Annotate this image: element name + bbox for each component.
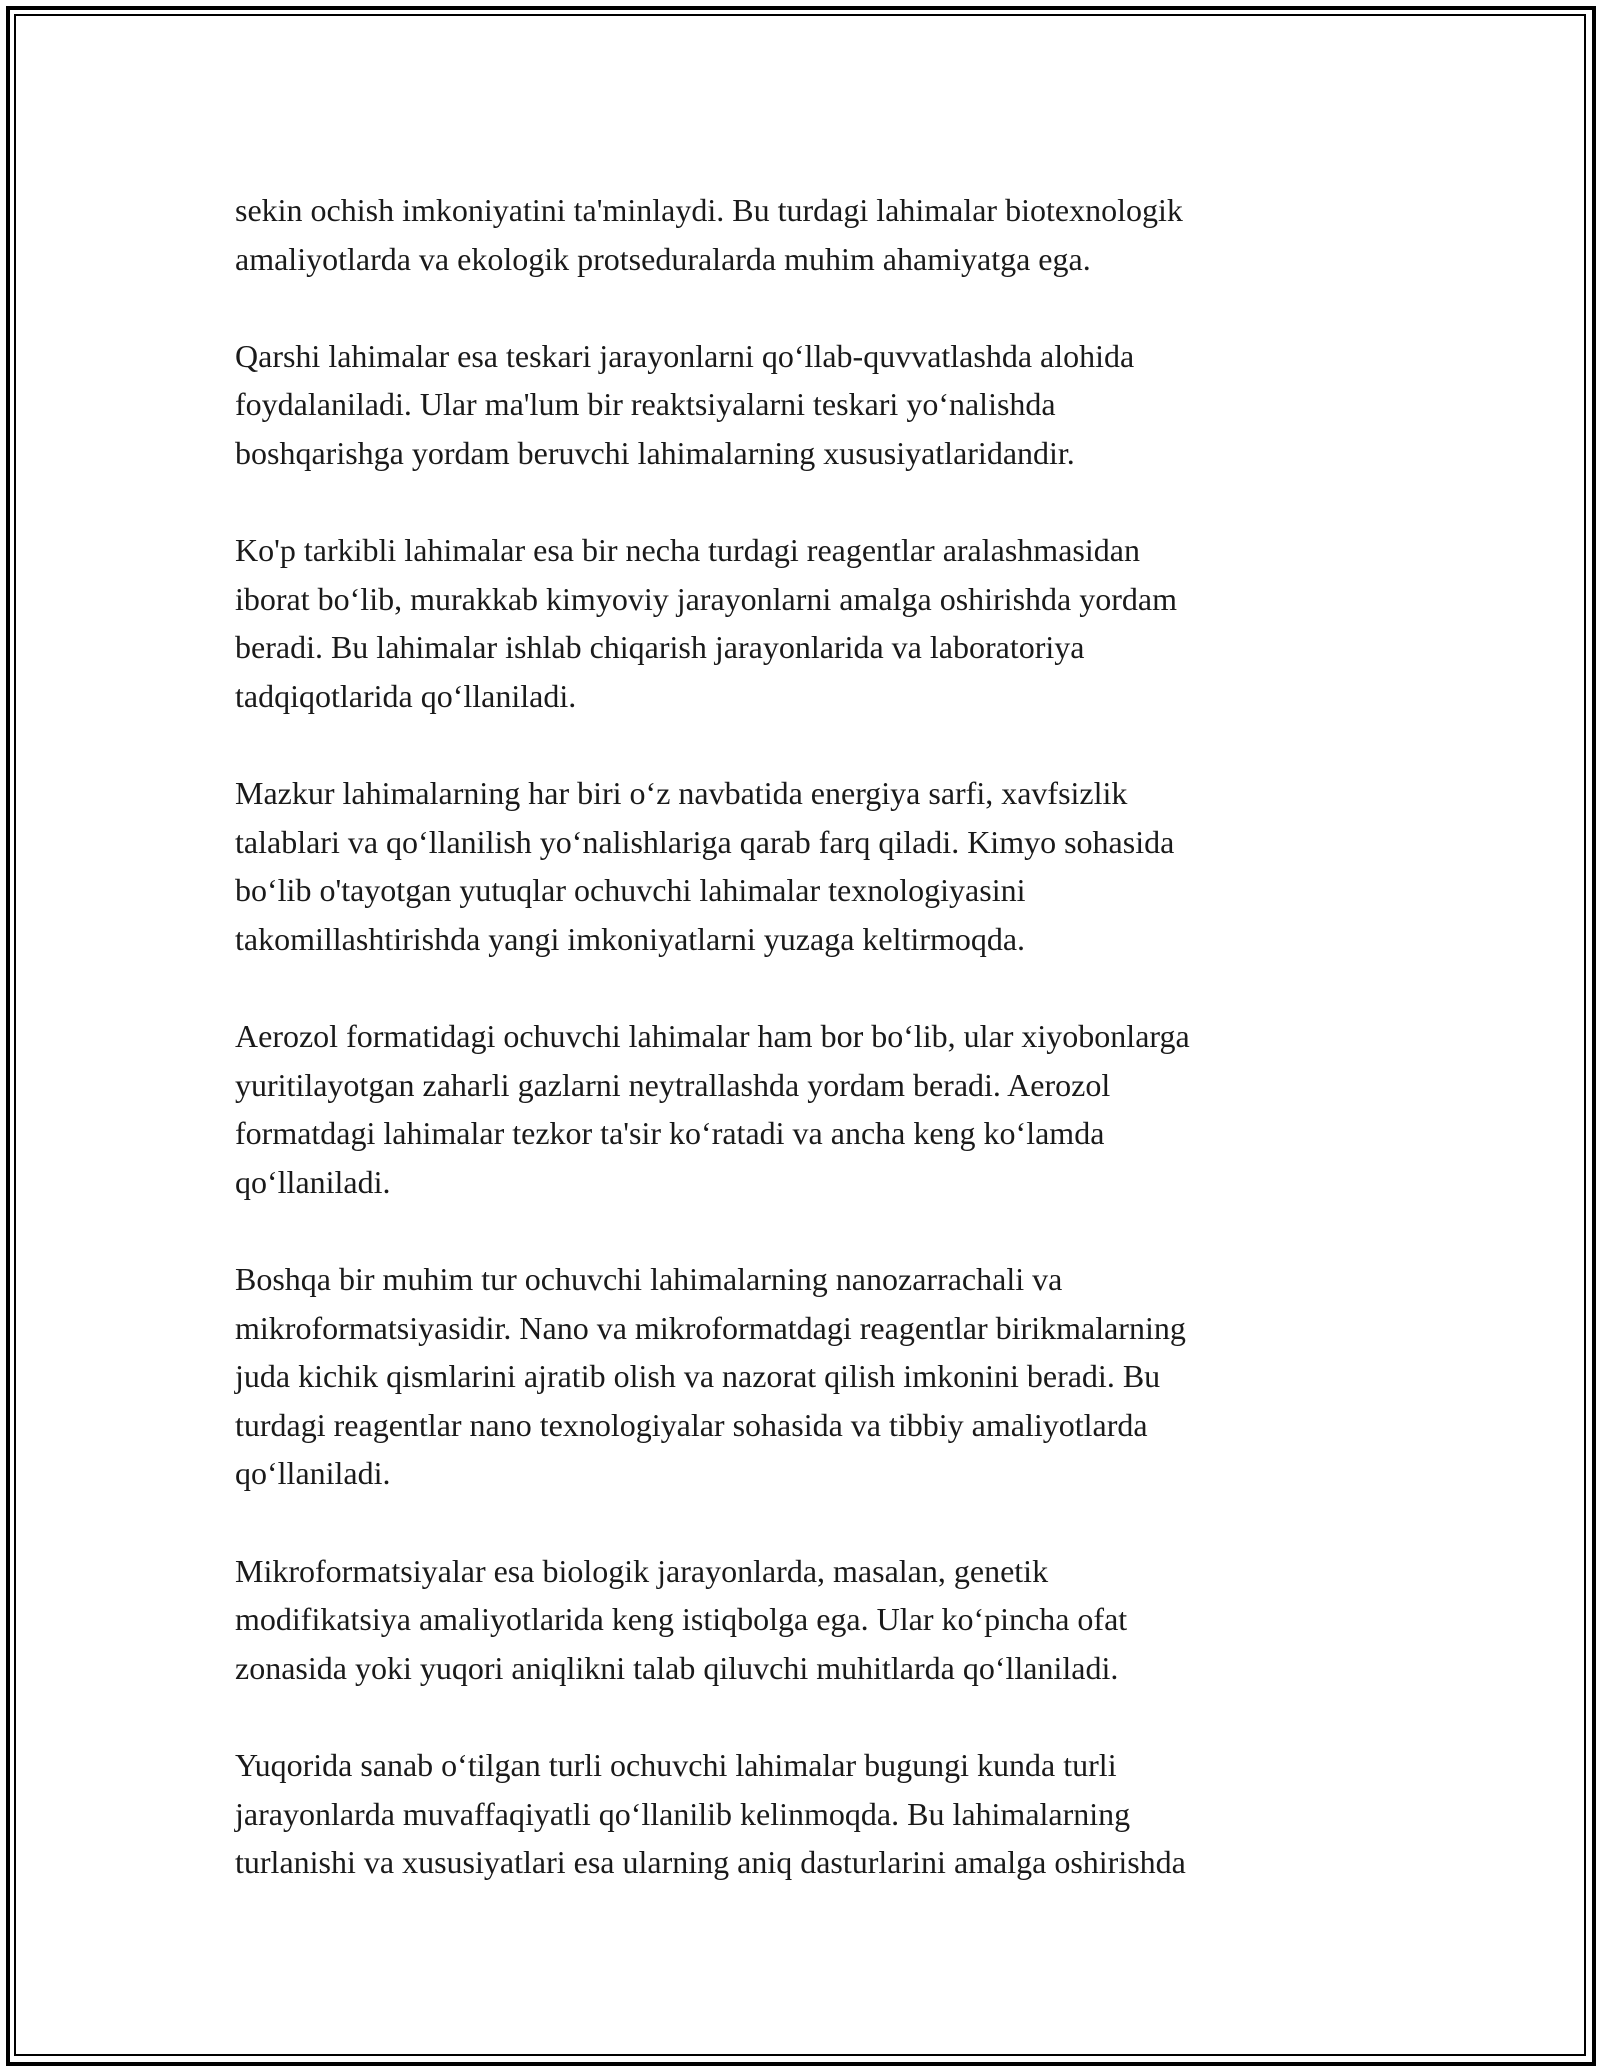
paragraph-4: Mazkur lahimalarning har biri o‘z navbatida energiya sarfi, xavfsizlik talablari va qo‘llanilish yo‘nalishlariga qarab farq qiladi. Kimyo sohasida bo‘lib o'tayotgan yutuqlar ochuvchi lahimalar texnologiyasini takomillashtirishda yangi imkoniyatlarni yuzaga keltirmoqda. (235, 775, 1175, 957)
paragraph-2: Qarshi lahimalar esa teskari jarayonlarni qo‘llab-quvvatlashda alohida foydalaniladi. Ular ma'lum bir reaktsiyalarni teskari yo‘nalishda boshqarishga yordam beruvchi lahimalarning xususiyatlaridandir. (235, 337, 1135, 471)
paragraph-5: Aerozol formatidagi ochuvchi lahimalar ham bor bo‘lib, ular xiyobonlarga yuritilayotgan zaharli gazlarni neytrallashda yordam beradi. Aerozol formatdagi lahimalar tezkor ta'sir ko‘ratadi va ancha keng ko‘lamda qo‘llaniladi. (235, 1018, 1190, 1200)
paragraph-8: Yuqorida sanab o‘tilgan turli ochuvchi lahimalar bugungi kunda turli jarayonlarda muvaffaqiyatli qo‘llanilib kelinmoqda. Bu lahimalarning turlanishi va xususiyatlari esa ularning aniq dasturlarini amalga oshirishda (235, 1747, 1186, 1881)
paragraph-7: Mikroformatsiyalar esa biologik jarayonlarda, masalan, genetik modifikatsiya amaliyotlarida keng istiqbolga ega. Ular ko‘pincha ofat zonasida yoki yuqori aniqlikni talab qiluvchi muhitlarda qo‘llaniladi. (235, 1552, 1128, 1686)
paragraph-6: Boshqa bir muhim tur ochuvchi lahimalarning nanozarrachali va mikroformatsiyasidir. Nano va mikroformatdagi reagentlar birikmalarning juda kichik qismlarini ajratib olish va nazorat qilish imkonini beradi. Bu turdagi reagentlar nano texnologiyalar sohasida va tibbiy amaliyotlarda qo‘llaniladi. (235, 1261, 1186, 1492)
paragraph-1: sekin ochish imkoniyatini ta'minlaydi. Bu turdagi lahimalar biotexnologik amaliyotlarda va ekologik protseduralarda muhim ahamiyatga ega. (235, 192, 1183, 277)
document-body (235, 186, 1365, 1935)
paragraph-3: Ko'p tarkibli lahimalar esa bir necha turdagi reagentlar aralashmasidan iborat bo‘lib, murakkab kimyoviy jarayonlarni amalga oshirishda yordam beradi. Bu lahimalar ishlab chiqarish jarayonlarida va laboratoriya tadqiqotlarida qo‘llaniladi. (235, 532, 1177, 714)
